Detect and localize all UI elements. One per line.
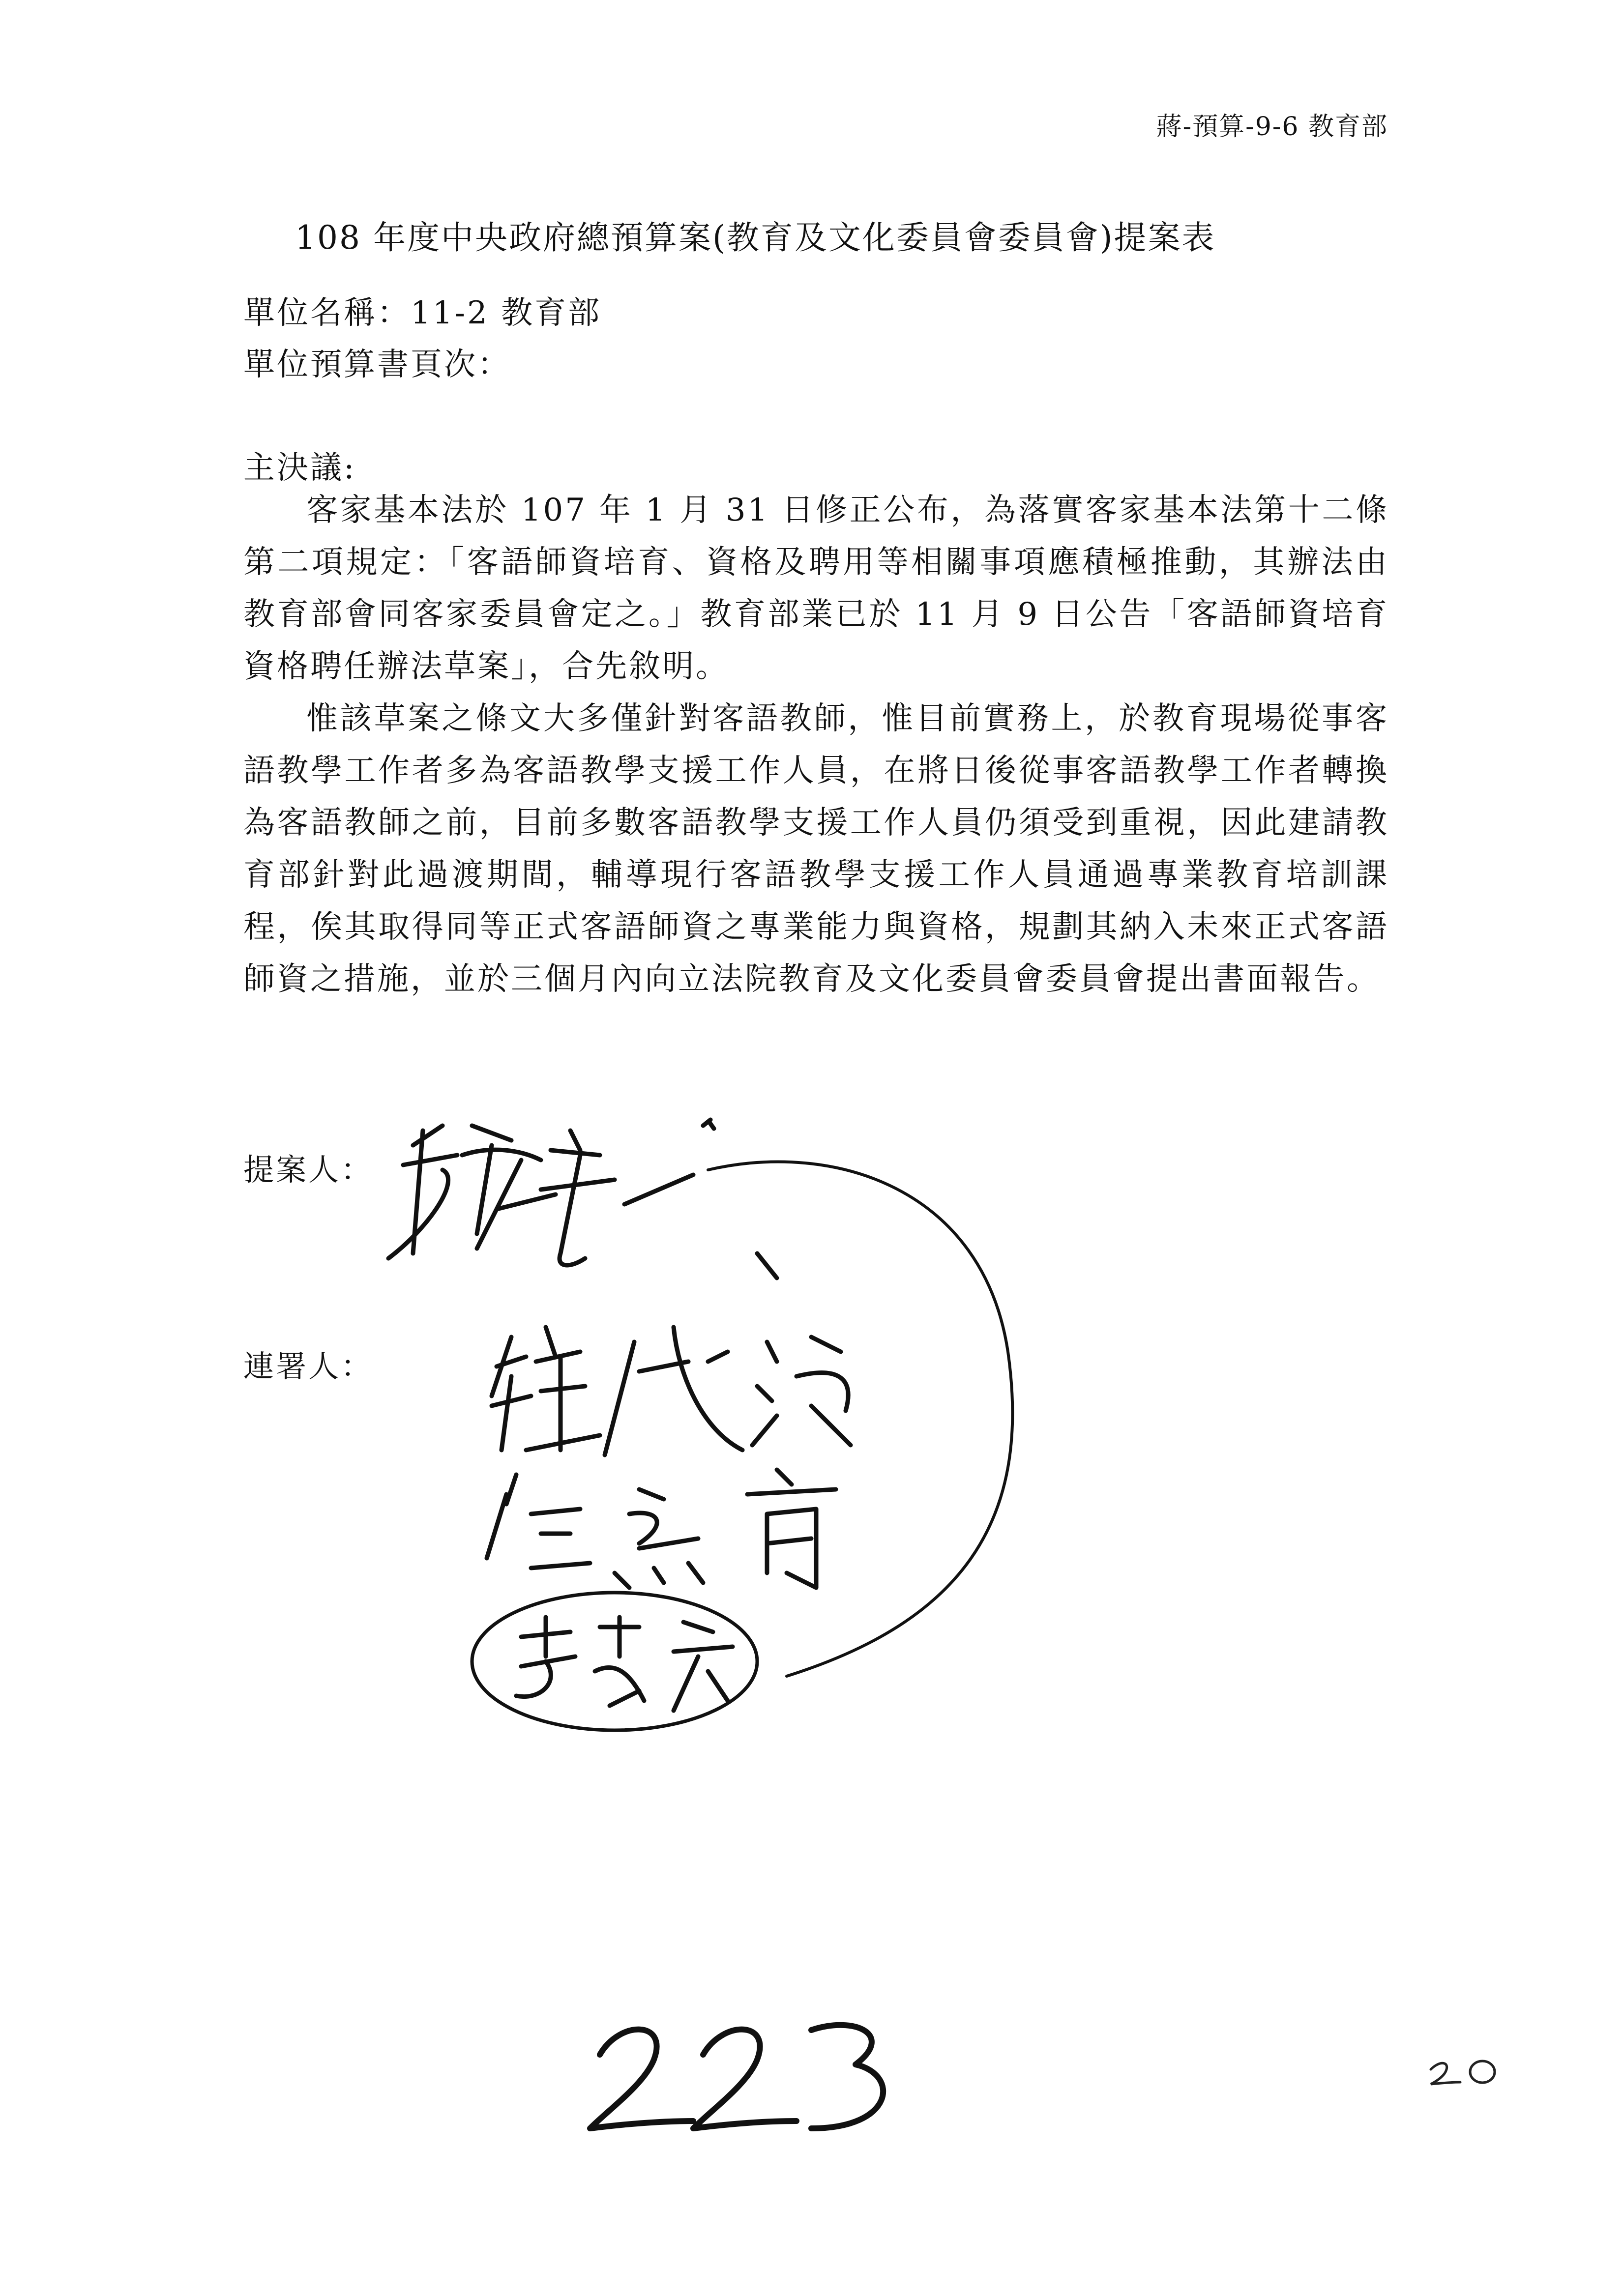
document-title: 108 年度中央政府總預算案(教育及文化委員會委員會)提案表 bbox=[295, 219, 1216, 257]
cosigner-signature bbox=[487, 1470, 836, 1588]
connector-loop bbox=[708, 1162, 1012, 1676]
page-number-handwritten bbox=[580, 2001, 900, 2143]
proposer-signature bbox=[388, 1120, 777, 1278]
proposer-label: 提案人： bbox=[243, 1152, 374, 1188]
resolution-paragraph: 惟該草案之條文大多僅針對客語教師，惟目前實務上，於教育現場從事客語教學工作者多為客語教學支援工作人員，在將日後從事客語教學工作者轉換為客語教師之前，目前多數客語教學支援工作人員仍須受到重視，因此建請教育部針對此過渡期間，輔導現行客語教學支援工作人員通過專業教育培訓課程，俟其取得同等正式客語師資之專業能力與資格，規劃其納入未來正式客語師資之措施，並於三個月內向立法院教育及文化委員會委員會提出書面報告。 bbox=[243, 700, 1389, 997]
cosigner-label: 連署人： bbox=[243, 1348, 374, 1384]
cosigner-signature bbox=[492, 1327, 851, 1455]
budget-page: 單位預算書頁次： bbox=[243, 347, 511, 383]
resolution-paragraph: 客家基本法於 107 年 1 月 31 日修正公布，為落實客家基本法第十二條第二項規定：「客語師資培育、資格及聘用等相關事項應積極推動，其辦法由教育部會同客家委員會定之。」教育部業已於 11 月 9 日公告「客語師資培育資格聘任辦法草案」，合先敘明。 bbox=[243, 492, 1389, 685]
document-reference: 蔣-預算-9-6 教育部 bbox=[1156, 112, 1388, 142]
resolution-heading: 主決議: bbox=[243, 450, 356, 486]
cosigner-signature bbox=[472, 1593, 757, 1730]
unit-name: 單位名稱：11-2 教育部 bbox=[243, 295, 602, 331]
handwritten-mark bbox=[1426, 2050, 1505, 2094]
